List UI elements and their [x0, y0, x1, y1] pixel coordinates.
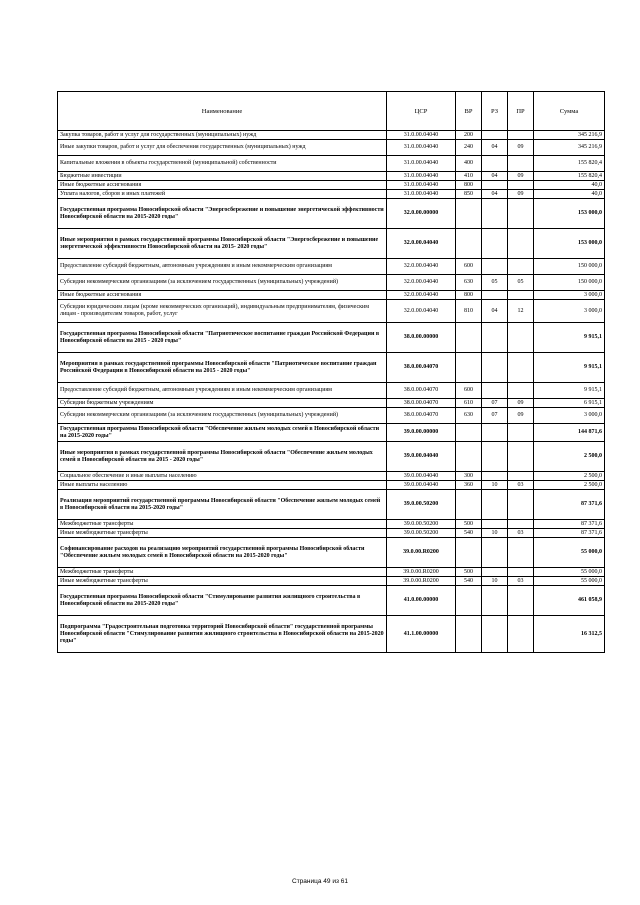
- cell-rz: 10: [482, 529, 508, 538]
- cell-csr: 39.0.00.R0200: [387, 577, 456, 586]
- cell-sum: 9 915,1: [534, 353, 605, 383]
- cell-csr: 38.0.00.04070: [387, 408, 456, 424]
- cell-pr: [508, 538, 534, 568]
- cell-rz: [482, 181, 508, 190]
- cell-pr: [508, 353, 534, 383]
- table-row: [58, 323, 605, 353]
- cell-rz: [482, 424, 508, 442]
- cell-sum: 3 000,0: [534, 300, 605, 323]
- cell-name: Уплата налогов, сборов и иных платежей: [58, 190, 387, 199]
- table-row: [58, 616, 605, 653]
- header-name: Наименование: [58, 92, 387, 131]
- cell-rz: [482, 538, 508, 568]
- cell-rz: 07: [482, 399, 508, 408]
- cell-rz: 10: [482, 481, 508, 490]
- cell-name: Межбюджетные трансферты: [58, 568, 387, 577]
- cell-name: Капитальные вложения в объекты государственной (муниципальной) собственности: [58, 156, 387, 172]
- cell-vr: 400: [456, 156, 482, 172]
- cell-rz: 04: [482, 172, 508, 181]
- page-number: Страница 49 из 61: [292, 878, 348, 885]
- cell-vr: 240: [456, 140, 482, 156]
- cell-pr: [508, 156, 534, 172]
- table-row: [58, 538, 605, 568]
- cell-name: Государственная программа Новосибирской области "Обеспечение жильем молодых семей в Новосибирской области на 2015-2020 годы": [58, 424, 387, 442]
- cell-name: Предоставление субсидий бюджетным, автономным учреждениям и иным некоммерческим организациям: [58, 383, 387, 399]
- cell-sum: 55 000,0: [534, 538, 605, 568]
- table-row: [58, 490, 605, 520]
- cell-pr: [508, 323, 534, 353]
- cell-csr: 31.0.00.04040: [387, 190, 456, 199]
- cell-csr: 41.0.00.00000: [387, 586, 456, 616]
- cell-sum: 9 915,1: [534, 323, 605, 353]
- table-row: [58, 190, 605, 199]
- cell-vr: [456, 353, 482, 383]
- cell-rz: [482, 131, 508, 140]
- cell-sum: 3 000,0: [534, 291, 605, 300]
- cell-csr: 39.0.00.R0200: [387, 538, 456, 568]
- cell-rz: [482, 442, 508, 472]
- cell-pr: [508, 199, 534, 229]
- header-pr: ПР: [508, 92, 534, 131]
- cell-csr: 39.0.00.50200: [387, 490, 456, 520]
- cell-pr: 12: [508, 300, 534, 323]
- cell-csr: 39.0.00.R0200: [387, 568, 456, 577]
- cell-name: Иные межбюджетные трансферты: [58, 529, 387, 538]
- cell-name: Иные бюджетные ассигнования: [58, 181, 387, 190]
- cell-csr: 38.0.00.04070: [387, 383, 456, 399]
- table-row: [58, 442, 605, 472]
- cell-sum: 144 871,6: [534, 424, 605, 442]
- table-row: [58, 131, 605, 140]
- cell-csr: 39.0.00.50200: [387, 529, 456, 538]
- cell-sum: 9 915,1: [534, 383, 605, 399]
- table-row: [58, 291, 605, 300]
- cell-pr: 09: [508, 140, 534, 156]
- cell-sum: 6 915,1: [534, 399, 605, 408]
- cell-csr: 41.1.00.00000: [387, 616, 456, 653]
- cell-vr: 540: [456, 529, 482, 538]
- cell-name: Иные выплаты населению: [58, 481, 387, 490]
- cell-name: Закупка товаров, работ и услуг для государственных (муниципальных) нужд: [58, 131, 387, 140]
- table-row: [58, 424, 605, 442]
- cell-pr: [508, 424, 534, 442]
- cell-rz: 04: [482, 190, 508, 199]
- cell-vr: [456, 616, 482, 653]
- table-row: [58, 472, 605, 481]
- table-row: [58, 577, 605, 586]
- cell-vr: 410: [456, 172, 482, 181]
- cell-vr: [456, 490, 482, 520]
- cell-vr: [456, 424, 482, 442]
- table-row: [58, 181, 605, 190]
- cell-pr: 09: [508, 172, 534, 181]
- cell-pr: [508, 383, 534, 399]
- cell-vr: 800: [456, 291, 482, 300]
- cell-vr: 360: [456, 481, 482, 490]
- table-row: [58, 300, 605, 323]
- cell-sum: 150 000,0: [534, 275, 605, 291]
- table-row: [58, 399, 605, 408]
- cell-pr: 03: [508, 529, 534, 538]
- cell-sum: 55 000,0: [534, 577, 605, 586]
- cell-csr: 32.0.00.00000: [387, 199, 456, 229]
- cell-vr: 300: [456, 472, 482, 481]
- cell-pr: [508, 472, 534, 481]
- cell-pr: [508, 586, 534, 616]
- cell-vr: [456, 229, 482, 259]
- cell-pr: 05: [508, 275, 534, 291]
- table-row: [58, 259, 605, 275]
- cell-pr: [508, 442, 534, 472]
- cell-vr: 850: [456, 190, 482, 199]
- cell-vr: [456, 442, 482, 472]
- cell-sum: 40,0: [534, 181, 605, 190]
- cell-csr: 39.0.00.04040: [387, 481, 456, 490]
- cell-name: Мероприятия в рамках государственной программы Новосибирской области "Патриотическое воспитание граждан Российской Федерации в Новосибирской области на 2015 - 2020 годы": [58, 353, 387, 383]
- cell-pr: [508, 616, 534, 653]
- cell-sum: 87 371,6: [534, 520, 605, 529]
- cell-csr: 32.0.00.04040: [387, 300, 456, 323]
- cell-rz: [482, 568, 508, 577]
- cell-sum: 150 000,0: [534, 259, 605, 275]
- cell-pr: 09: [508, 399, 534, 408]
- cell-name: Иные межбюджетные трансферты: [58, 577, 387, 586]
- cell-sum: 155 820,4: [534, 172, 605, 181]
- cell-vr: 610: [456, 399, 482, 408]
- table-row: [58, 568, 605, 577]
- cell-rz: [482, 323, 508, 353]
- cell-name: Государственная программа Новосибирской области "Патриотическое воспитание граждан Российской Федерации в Новосибирской области на 2015 - 2020 годы": [58, 323, 387, 353]
- table-row: [58, 408, 605, 424]
- cell-csr: 31.0.00.04040: [387, 156, 456, 172]
- cell-name: Предоставление субсидий бюджетным, автономным учреждениям и иным некоммерческим организациям: [58, 259, 387, 275]
- cell-name: Субсидии некоммерческим организациям (за исключением государственных (муниципальных) учреждений): [58, 408, 387, 424]
- cell-vr: 810: [456, 300, 482, 323]
- cell-rz: [482, 229, 508, 259]
- table-row: [58, 199, 605, 229]
- cell-vr: 630: [456, 408, 482, 424]
- cell-sum: 461 058,9: [534, 586, 605, 616]
- cell-rz: 10: [482, 577, 508, 586]
- cell-name: Иные бюджетные ассигнования: [58, 291, 387, 300]
- cell-rz: 05: [482, 275, 508, 291]
- cell-name: Межбюджетные трансферты: [58, 520, 387, 529]
- cell-rz: [482, 353, 508, 383]
- table-row: [58, 229, 605, 259]
- table-row: [58, 275, 605, 291]
- header-sum: Сумма: [534, 92, 605, 131]
- cell-pr: [508, 291, 534, 300]
- cell-csr: 39.0.00.00000: [387, 424, 456, 442]
- cell-sum: 153 000,0: [534, 199, 605, 229]
- cell-sum: 155 820,4: [534, 156, 605, 172]
- cell-vr: [456, 323, 482, 353]
- cell-rz: 07: [482, 408, 508, 424]
- cell-rz: [482, 259, 508, 275]
- cell-pr: [508, 490, 534, 520]
- cell-pr: [508, 131, 534, 140]
- cell-rz: 04: [482, 140, 508, 156]
- cell-rz: [482, 586, 508, 616]
- header-rz: РЗ: [482, 92, 508, 131]
- table-row: [58, 586, 605, 616]
- cell-name: Софинансирование расходов на реализацию мероприятий государственной программы Новосибирской области "Обеспечение жильем молодых семей в Новосибирской области на 2015-2020 годы": [58, 538, 387, 568]
- cell-vr: 600: [456, 259, 482, 275]
- cell-rz: [482, 490, 508, 520]
- cell-rz: [482, 291, 508, 300]
- cell-sum: 153 000,0: [534, 229, 605, 259]
- cell-name: Подпрограмма "Градостроительная подготовка территорий Новосибирской области" государственной программы Новосибирской области "Стимулирование развития жилищного строительства в Новосибирской области на 2015-2020 годы": [58, 616, 387, 653]
- cell-csr: 31.0.00.04040: [387, 131, 456, 140]
- cell-sum: 87 371,6: [534, 529, 605, 538]
- cell-vr: 500: [456, 568, 482, 577]
- cell-rz: [482, 472, 508, 481]
- cell-name: Государственная программа Новосибирской области "Стимулирование развития жилищного строительства в Новосибирской области на 2015-2020 годы": [58, 586, 387, 616]
- header-vr: ВР: [456, 92, 482, 131]
- cell-csr: 38.0.00.04070: [387, 353, 456, 383]
- table-row: [58, 520, 605, 529]
- table-row: [58, 140, 605, 156]
- table-row: [58, 172, 605, 181]
- cell-sum: 345 216,9: [534, 131, 605, 140]
- cell-vr: [456, 199, 482, 229]
- cell-pr: [508, 259, 534, 275]
- cell-sum: 345 216,9: [534, 140, 605, 156]
- table-row: [58, 383, 605, 399]
- cell-name: Субсидии некоммерческим организациям (за исключением государственных (муниципальных) учреждений): [58, 275, 387, 291]
- cell-csr: 38.0.00.00000: [387, 323, 456, 353]
- cell-csr: 31.0.00.04040: [387, 140, 456, 156]
- cell-rz: 04: [482, 300, 508, 323]
- cell-csr: 39.0.00.04040: [387, 442, 456, 472]
- cell-csr: 39.0.00.04040: [387, 472, 456, 481]
- table-header-row: [58, 92, 605, 131]
- cell-csr: 32.0.00.04040: [387, 291, 456, 300]
- cell-sum: 2 500,0: [534, 442, 605, 472]
- table-row: [58, 481, 605, 490]
- cell-pr: [508, 568, 534, 577]
- cell-name: Субсидии юридическим лицам (кроме некоммерческих организаций), индивидуальным предпринимателям, физическим лицам - производителям товаров, работ, услуг: [58, 300, 387, 323]
- cell-rz: [482, 156, 508, 172]
- cell-csr: 31.0.00.04040: [387, 181, 456, 190]
- cell-pr: 09: [508, 190, 534, 199]
- cell-vr: 540: [456, 577, 482, 586]
- cell-pr: [508, 520, 534, 529]
- cell-vr: 600: [456, 383, 482, 399]
- cell-vr: 630: [456, 275, 482, 291]
- cell-pr: [508, 181, 534, 190]
- cell-name: Реализация мероприятий государственной программы Новосибирской области "Обеспечение жильем молодых семей в Новосибирской области на 2015-2020 годы": [58, 490, 387, 520]
- cell-csr: 38.0.00.04070: [387, 399, 456, 408]
- table-row: [58, 353, 605, 383]
- cell-pr: 03: [508, 577, 534, 586]
- cell-name: Субсидии бюджетным учреждениям: [58, 399, 387, 408]
- cell-sum: 40,0: [534, 190, 605, 199]
- cell-pr: 03: [508, 481, 534, 490]
- cell-vr: [456, 586, 482, 616]
- cell-sum: 87 371,6: [534, 490, 605, 520]
- cell-csr: 31.0.00.04040: [387, 172, 456, 181]
- cell-name: Социальное обеспечение и иные выплаты населению: [58, 472, 387, 481]
- header-csr: ЦСР: [387, 92, 456, 131]
- cell-pr: [508, 229, 534, 259]
- cell-sum: 2 500,0: [534, 472, 605, 481]
- cell-csr: 39.0.00.50200: [387, 520, 456, 529]
- table-row: [58, 529, 605, 538]
- cell-vr: [456, 538, 482, 568]
- budget-table: [57, 91, 605, 653]
- cell-vr: 800: [456, 181, 482, 190]
- cell-rz: [482, 520, 508, 529]
- cell-csr: 32.0.00.04040: [387, 229, 456, 259]
- cell-csr: 32.0.00.04040: [387, 259, 456, 275]
- cell-vr: 500: [456, 520, 482, 529]
- cell-name: Иные мероприятия в рамках государственной программы Новосибирской области "Обеспечение жильем молодых семей в Новосибирской области на 2015 - 2020 годы": [58, 442, 387, 472]
- cell-sum: 55 000,0: [534, 568, 605, 577]
- cell-sum: 3 000,0: [534, 408, 605, 424]
- cell-rz: [482, 199, 508, 229]
- cell-rz: [482, 616, 508, 653]
- cell-vr: 200: [456, 131, 482, 140]
- cell-sum: 2 500,0: [534, 481, 605, 490]
- cell-rz: [482, 383, 508, 399]
- table-row: [58, 156, 605, 172]
- cell-name: Иные закупки товаров, работ и услуг для обеспечения государственных (муниципальных) нужд: [58, 140, 387, 156]
- cell-pr: 09: [508, 408, 534, 424]
- cell-name: Государственная программа Новосибирской области "Энергосбережение и повышение энергетической эффективности Новосибирской области на 2015-2020 годы": [58, 199, 387, 229]
- cell-name: Иные мероприятия в рамках государственной программы Новосибирской области "Энергосбережение и повышение энергетической эффективности Новосибирской области на 2015- 2020 годы": [58, 229, 387, 259]
- cell-sum: 16 312,5: [534, 616, 605, 653]
- cell-csr: 32.0.00.04040: [387, 275, 456, 291]
- cell-name: Бюджетные инвестиции: [58, 172, 387, 181]
